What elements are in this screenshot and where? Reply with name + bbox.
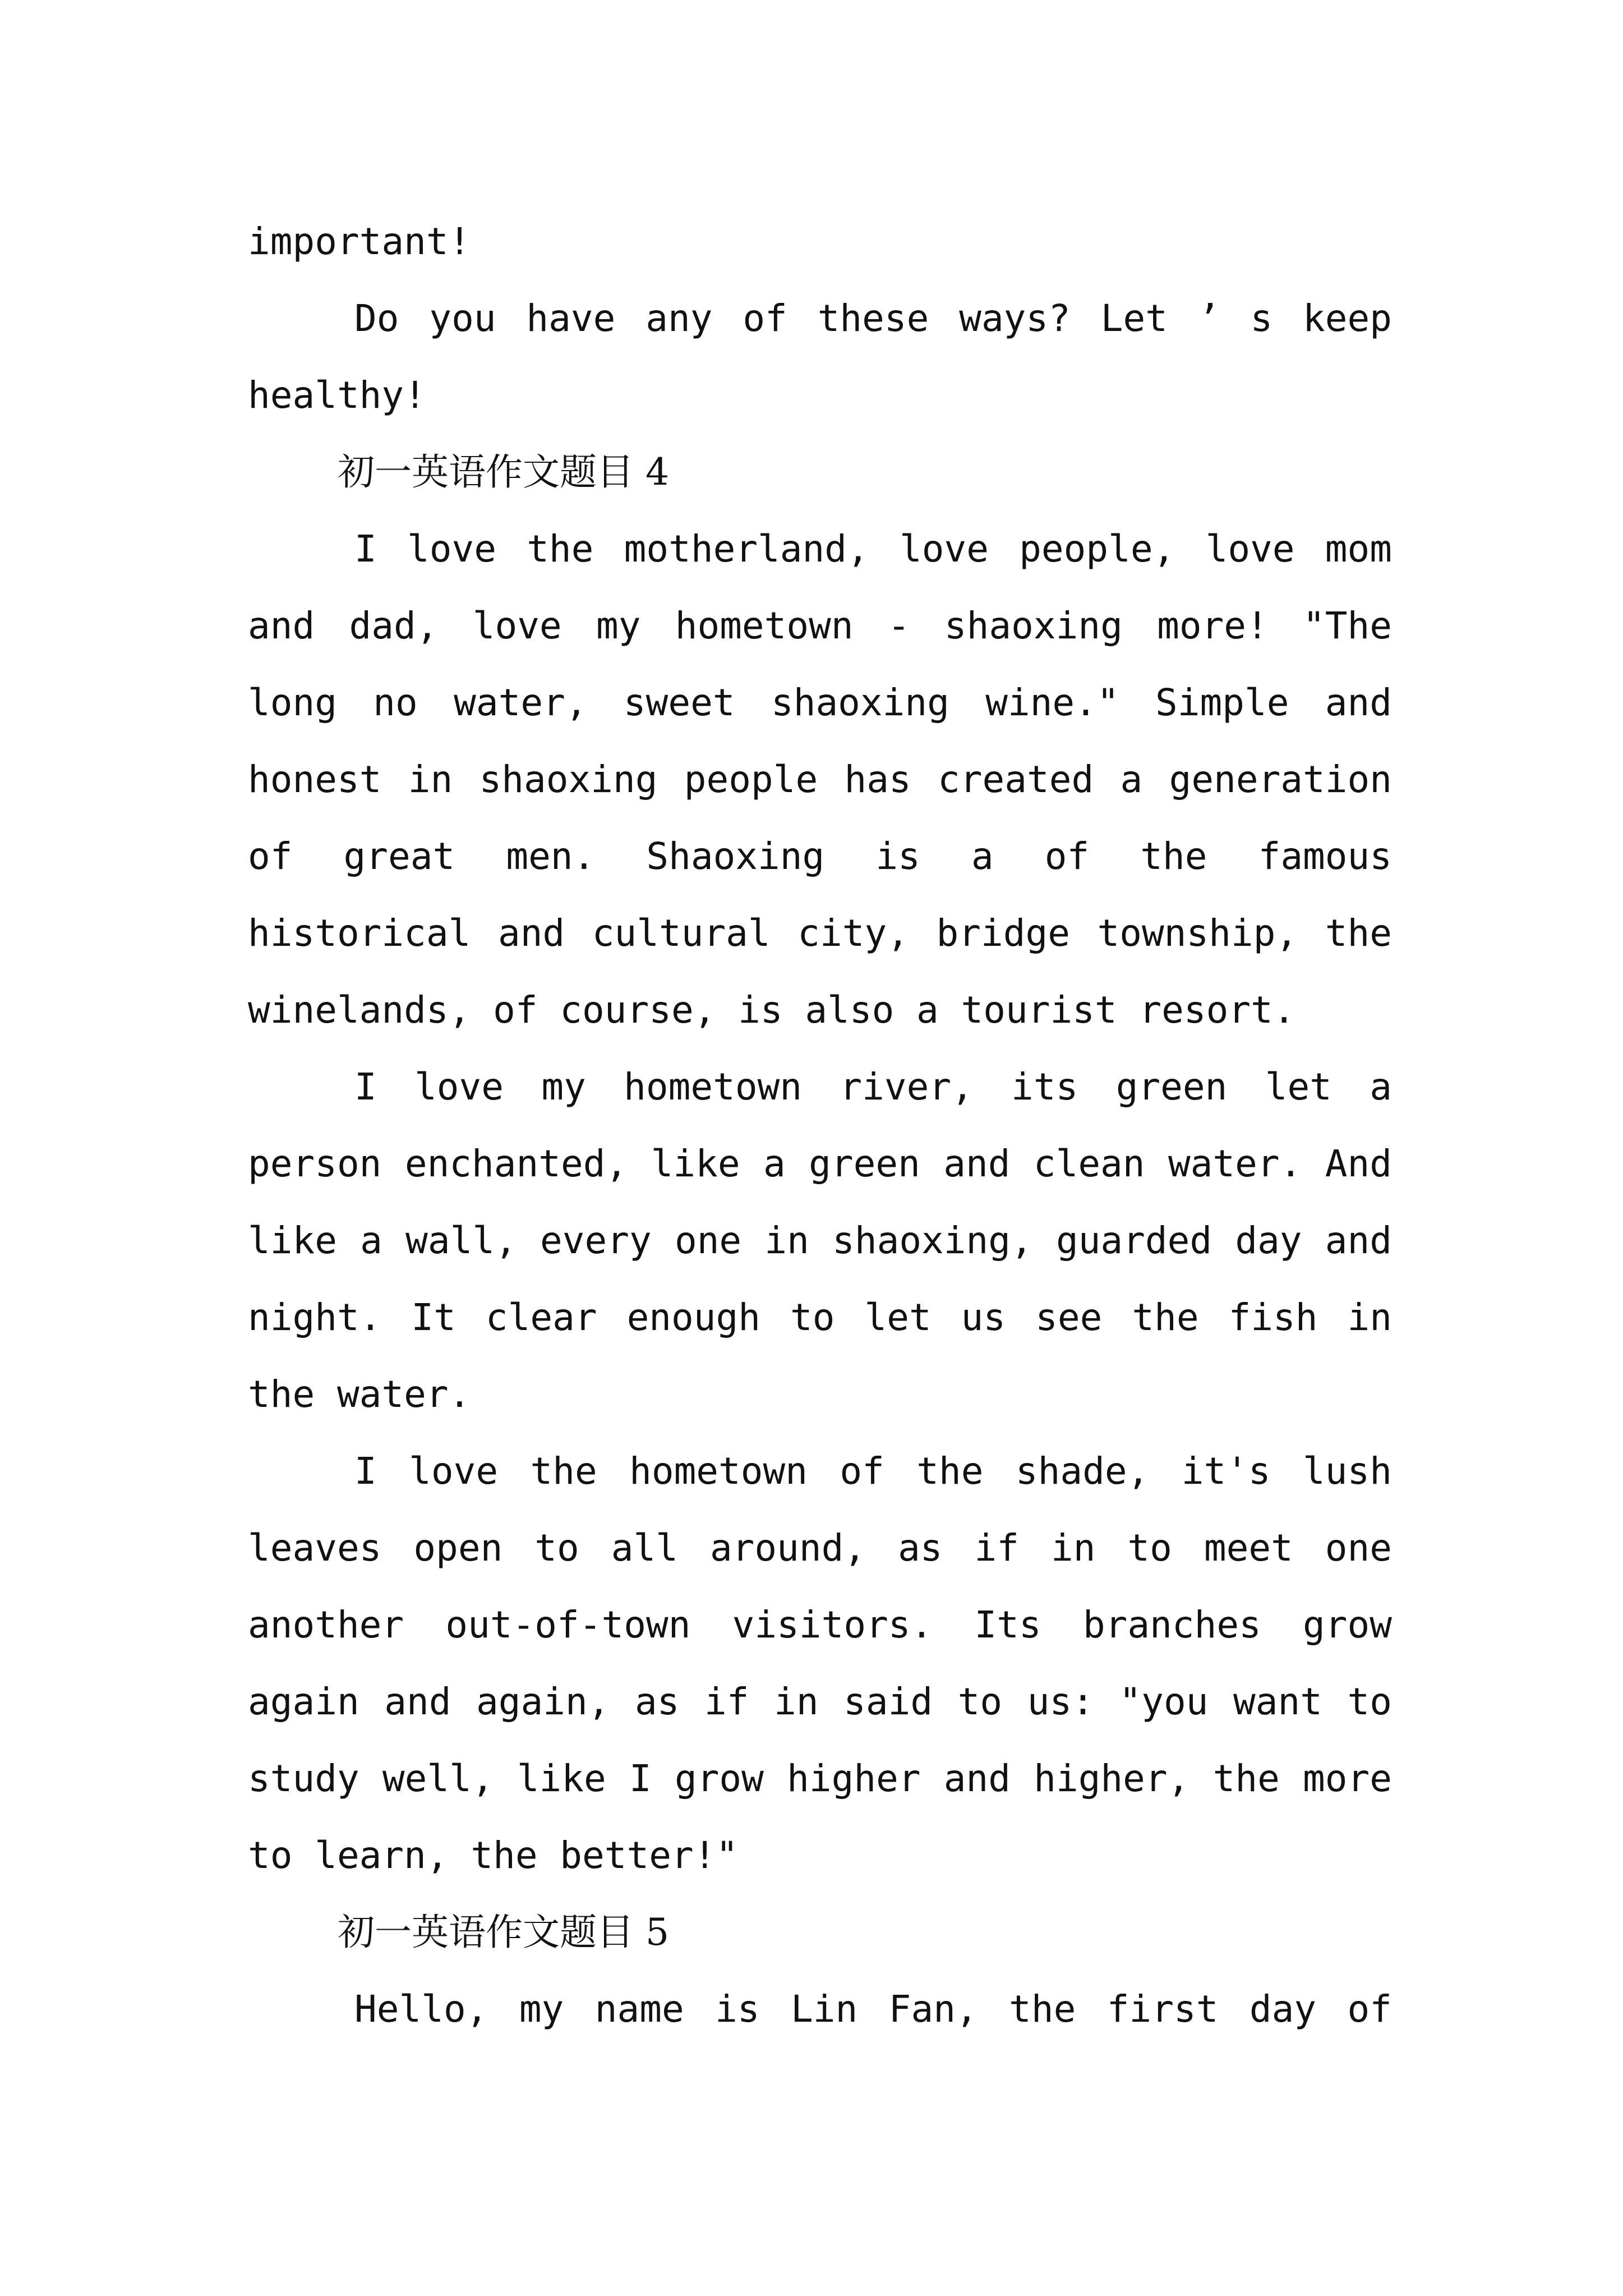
text-line: again and again, as if in said to us: "you want to — [248, 1680, 1392, 1723]
document-body — [248, 203, 1392, 2047]
text-line: person enchanted, like a green and clean water. And — [248, 1142, 1392, 1185]
paragraph-first-line: Hello, my name is Lin Fan, the first day of — [354, 1987, 1392, 2031]
paragraph-first-line: Do you have any of these ways? Let ’ s keep — [354, 297, 1392, 340]
text-line: to learn, the better!" — [248, 1834, 739, 1877]
section-heading: 初一英语作文题目 5 — [338, 1911, 669, 1954]
text-line: like a wall, every one in shaoxing, guarded day and — [248, 1219, 1392, 1262]
section-heading: 初一英语作文题目 4 — [338, 450, 669, 494]
text-line: and dad, love my hometown - shaoxing more! "The — [248, 604, 1392, 647]
text-line: important! — [248, 220, 471, 263]
text-line: of great men. Shaoxing is a of the famous — [248, 835, 1392, 878]
text-line: healthy! — [248, 374, 426, 417]
paragraph-first-line: I love my hometown river, its green let a — [354, 1065, 1392, 1108]
text-line: historical and cultural city, bridge township, the — [248, 912, 1392, 955]
text-line: study well, like I grow higher and higher, the more — [248, 1757, 1392, 1800]
text-line: leaves open to all around, as if in to meet one — [248, 1526, 1392, 1570]
text-line: honest in shaoxing people has created a generation — [248, 758, 1392, 801]
paragraph-first-line: I love the hometown of the shade, it's lush — [354, 1450, 1392, 1493]
text-line: long no water, sweet shaoxing wine." Simple and — [248, 681, 1392, 724]
text-line: the water. — [248, 1373, 471, 1416]
text-line: night. It clear enough to let us see the fish in — [248, 1296, 1392, 1339]
paragraph-first-line: I love the motherland, love people, love mom — [354, 527, 1392, 570]
text-line: another out-of-town visitors. Its branches grow — [248, 1603, 1392, 1646]
text-line: winelands, of course, is also a tourist resort. — [248, 988, 1295, 1032]
